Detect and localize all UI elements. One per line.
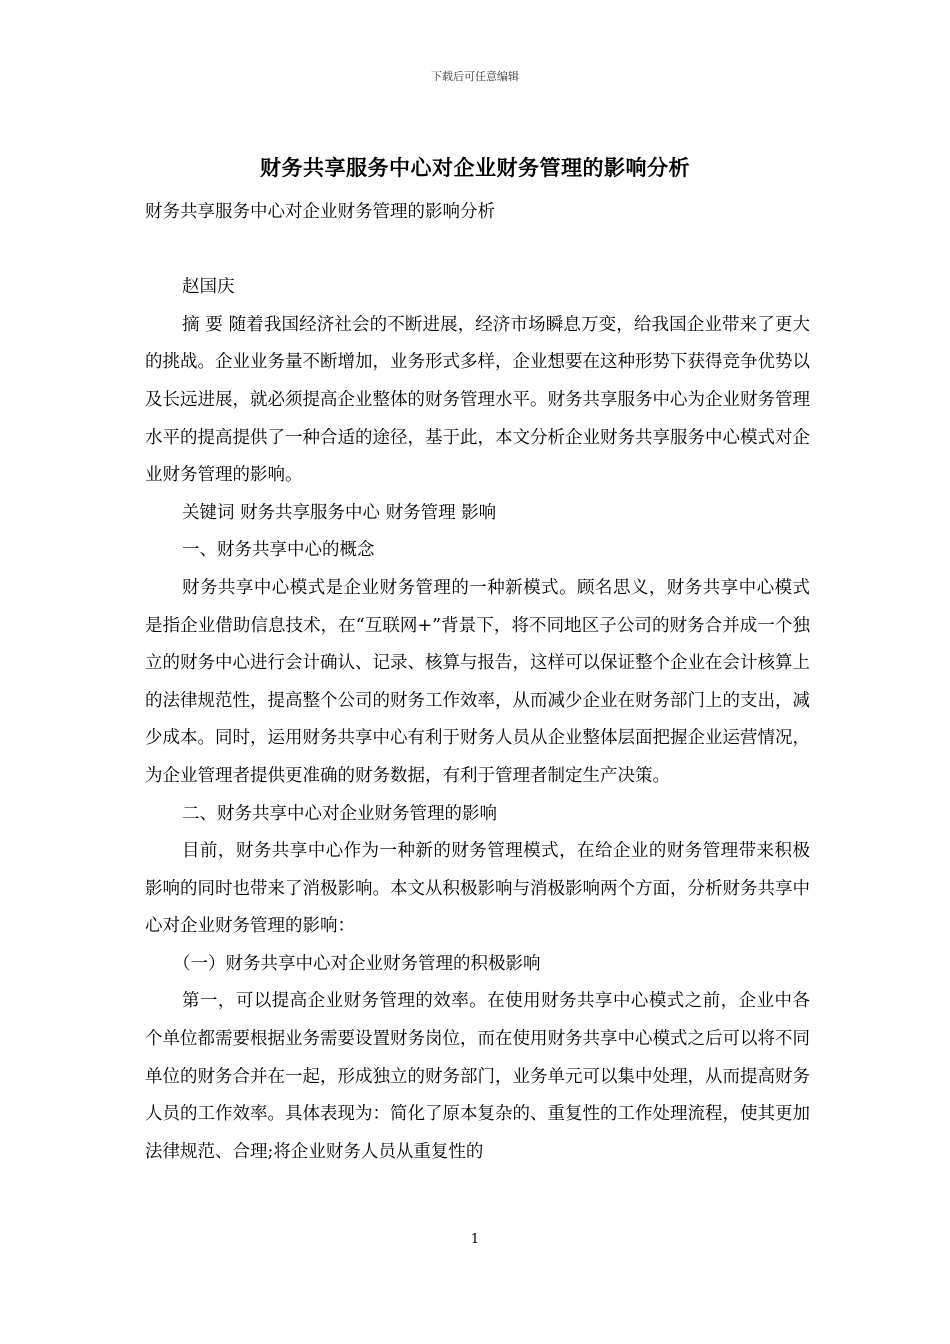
document-title: 财务共享服务中心对企业财务管理的影响分析 [260, 155, 690, 180]
subsection-1-paragraph: 第一，可以提高企业财务管理的效率。在使用财务共享中心模式之前，企业中各个单位都需要根据业务需要设置财务岗位，而在使用财务共享中心模式之后可以将不同单位的财务合并在一起，形成独立的财务部门，业务单元可以集中处理，从而提高财务人员的工作效率。具体表现为：简化了原本复杂的、重复性的工作处理流程，使其更加法律规范、合理;将企业财务人员从重复性的 [145, 991, 810, 1162]
author: 赵国庆 [182, 277, 235, 298]
section-1-heading: 一、财务共享中心的概念 [182, 540, 375, 561]
section-2-paragraph: 目前，财务共享中心作为一种新的财务管理模式，在给企业的财务管理带来积极影响的同时也带来了消极影响。本文从积极影响与消极影响两个方面，分析财务共享中心对企业财务管理的影响： [145, 841, 810, 937]
abstract-paragraph: 摘 要 随着我国经济社会的不断进展，经济市场瞬息万变，给我国企业带来了更大的挑战。企业业务量不断增加，业务形式多样，企业想要在这种形势下获得竞争优势以及长远进展，就必须提高企业整体的财务管理水平。财务共享服务中心为企业财务管理水平的提高提供了一种合适的途径，基于此，本文分析企业财务共享服务中心模式对企业财务管理的影响。 [145, 314, 810, 486]
document-body [145, 194, 810, 1171]
download-note: 下载后可任意编辑 [431, 70, 519, 83]
subsection-1-heading: （一）财务共享中心对企业财务管理的积极影响 [173, 953, 541, 974]
keywords-line: 关键词 财务共享服务中心 财务管理 影响 [182, 502, 497, 523]
section-1-paragraph: 财务共享中心模式是企业财务管理的一种新模式。顾名思义，财务共享中心模式是指企业借助信息技术，在“互联网+”背景下，将不同地区子公司的财务合并成一个独立的财务中心进行会计确认、记录、核算与报告，这样可以保证整个企业在会计核算上的法律规范性，提高整个公司的财务工作效率，从而减少企业在财务部门上的支出，减少成本。同时，运用财务共享中心有利于财务人员从企业整体层面把握企业运营情况，为企业管理者提供更准确的财务数据，有利于管理者制定生产决策。 [145, 577, 810, 786]
section-2-heading: 二、财务共享中心对企业财务管理的影响 [182, 803, 497, 824]
blank-line [145, 232, 810, 270]
page-number: 1 [470, 1232, 480, 1247]
subtitle: 财务共享服务中心对企业财务管理的影响分析 [145, 202, 495, 222]
